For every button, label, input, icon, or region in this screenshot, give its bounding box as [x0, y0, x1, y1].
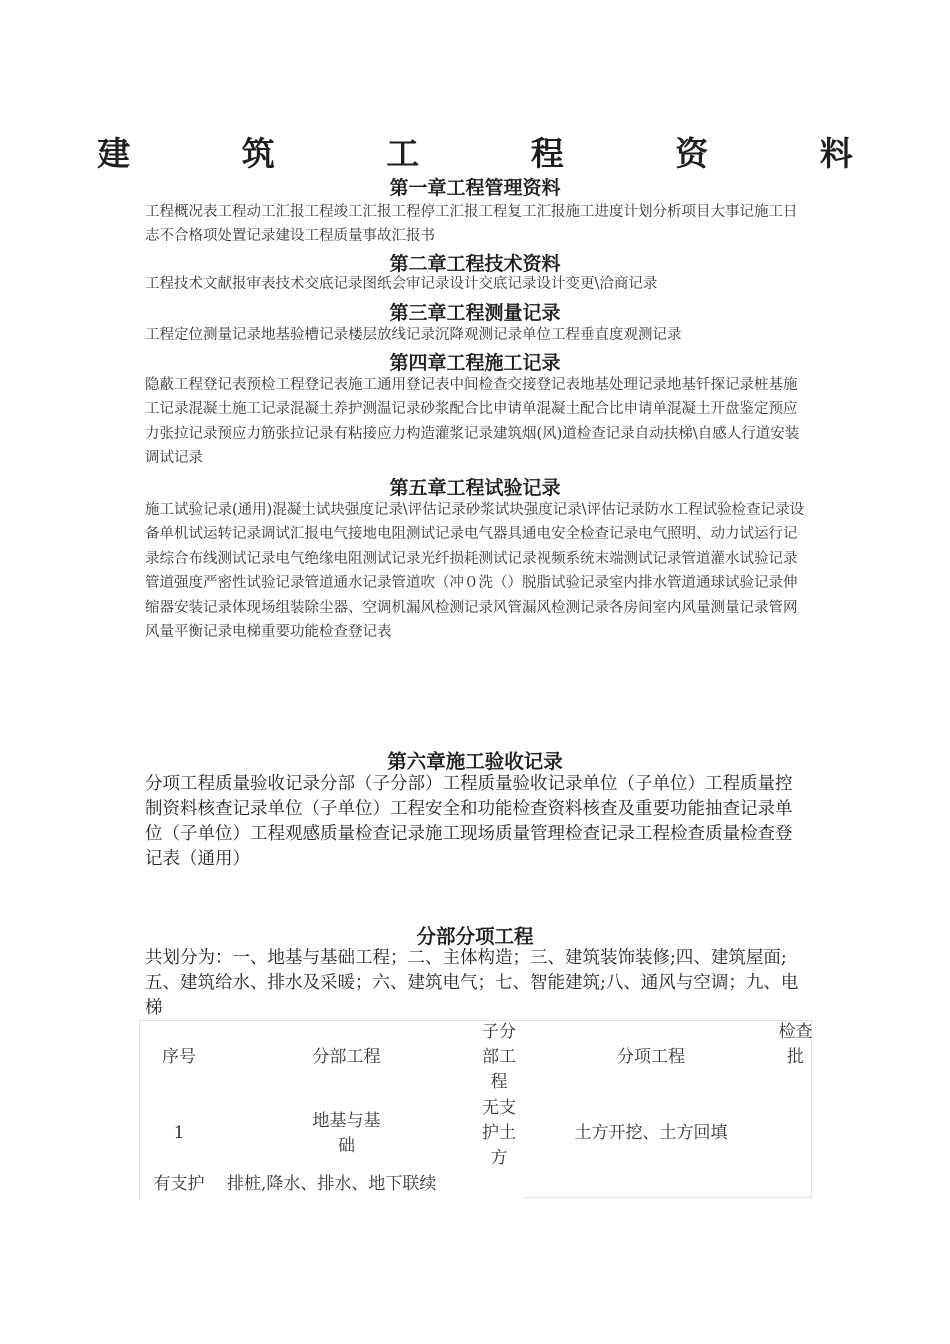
table-cell-text: 地基与基础 — [312, 1110, 381, 1156]
table-cell: 土方开挖、土方回填 — [574, 1123, 728, 1143]
chapter-3-heading: 第三章工程测量记录 — [389, 302, 561, 324]
document-title: 建 筑 工 程 资 料 — [97, 134, 903, 173]
section-heading: 分部分项工程 — [416, 925, 534, 948]
chapter-1-text: 工程概况表工程动工汇报工程竣工汇报工程停工汇报工程复工汇报施工进度计划分析项目大事记施工日志不合格项处置记录建设工程质量事故汇报书 — [145, 204, 798, 245]
header-cell: 检查批 — [778, 1022, 813, 1067]
header-cell: 分部工程 — [312, 1046, 381, 1067]
table-header-row — [139, 1018, 813, 1096]
table-cell: 1 — [173, 1123, 185, 1143]
chapter-5-text: 施工试验记录(通用)混凝土试块强度记录\评估记录砂浆试块强度记录\评估记录防水工程试验检查记录设备单机试运转记录调试汇报电气接地电阻测试记录电气器具通电安全检查记录电气照明、动力试运行记录综合布线测试记录电气绝缘电阻测试记录光纤损耗测试记录视频系统末端测试记录管道灌水试验记录管道强度严密性试验记录管道通水记录管道吹（冲０洗（）脱脂试验记录室内排水管道通球试验记录伸缩器安装记录体现场组装除尘器、空调机漏风检测记录风管漏风检测记录各房间室内风量测量记录管网风量平衡记录电梯重要功能检查登记表 — [145, 502, 805, 641]
table-cell: 无支护土方 — [482, 1098, 516, 1168]
header-cell: 序号 — [162, 1046, 196, 1067]
chapter-2-text: 工程技术文献报审表技术交底记录图纸会审记录设计交底记录设计变更\洽商记录 — [145, 276, 658, 292]
chapter-6-heading: 第六章施工验收记录 — [387, 750, 563, 773]
division-table — [139, 1018, 813, 1198]
chapter-4-text: 隐蔽工程登记表预检工程登记表施工通用登记表中间检查交接登记表地基处理记录地基钎探记录桩基施工记录混凝土施工记录混凝土养护测温记录砂浆配合比申请单混凝土配合比申请单混凝土开盘鉴定预应力张拉记录预应力筋张拉记录有粘接应力构造灌浆记录建筑烟(风)道检查记录自动扶梯\自感人行道安装调试记录 — [145, 377, 800, 467]
table-cell: 有支护 — [153, 1174, 205, 1194]
table-cell — [778, 1096, 813, 1171]
chapter-2-heading: 第二章工程技术资料 — [389, 253, 561, 275]
header-cell: 分项工程 — [617, 1046, 685, 1067]
table-row — [139, 1096, 813, 1171]
chapter-1-heading: 第一章工程管理资料 — [389, 177, 561, 199]
chapter-6-text: 分项工程质量验收记录分部（子分部）工程质量验收记录单位（子单位）工程质量控制资料核查记录单位（子单位）工程安全和功能检查资料核查及重要功能抽查记录单位（子单位）工程观感质量检查记录施工现场质量管理检查记录工程检查质量检查登记表（通用） — [145, 774, 793, 869]
section-text: 共划分为：一、地基与基础工程；二、主体构造；三、建筑装饰装修;四、建筑屋面;五、建筑给水、排水及采暖；六、建筑电气；七、智能建筑;八、通风与空调；九、电梯 — [145, 948, 799, 1018]
table-row — [139, 1171, 813, 1198]
table-cell: 排桩,降水、排水、地下联续 — [227, 1174, 437, 1194]
table-cell — [219, 1096, 474, 1171]
header-cell: 子分部工程 — [482, 1021, 516, 1092]
chapter-5-heading: 第五章工程试验记录 — [389, 477, 561, 499]
chapter-3-text: 工程定位测量记录地基验槽记录楼层放线记录沉降观测记录单位工程垂直度观测记录 — [145, 327, 682, 343]
table-cell — [524, 1171, 778, 1198]
chapter-4-heading: 第四章工程施工记录 — [389, 352, 561, 374]
table-cell — [778, 1171, 813, 1198]
